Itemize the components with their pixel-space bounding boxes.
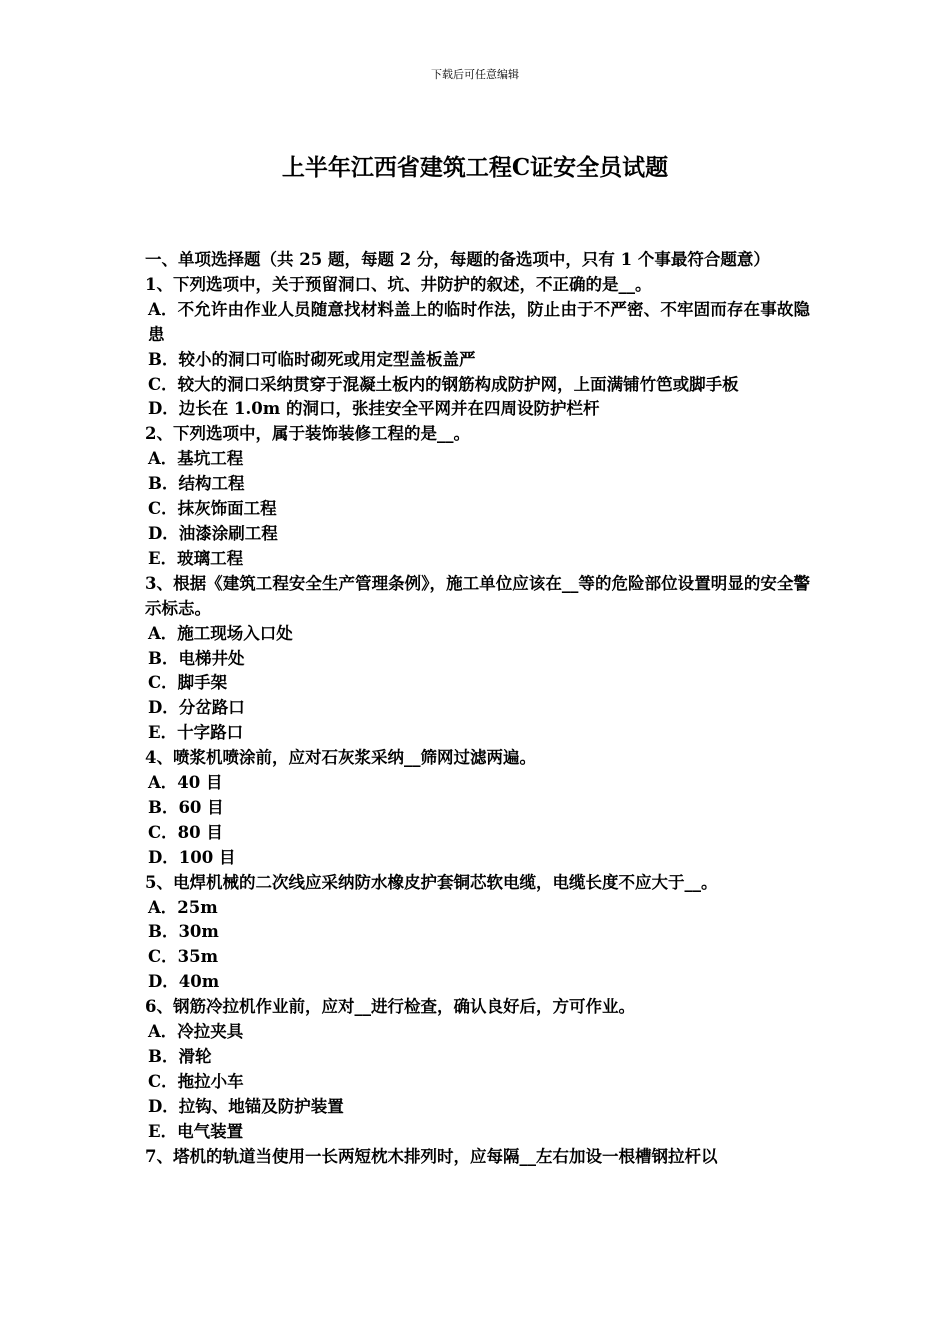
question-stem: 5、电焊机械的二次线应采纳防水橡皮护套铜芯软电缆，电缆长度不应大于__。 — [145, 872, 718, 892]
answer-option: E．电气装置 — [148, 1121, 244, 1141]
answer-option: E．玻璃工程 — [148, 548, 244, 568]
answer-option: B．30m — [148, 922, 219, 942]
question-stem: 3、根据《建筑工程安全生产管理条例》，施工单位应该在__等的危险部位设置明显的安全警示标志。 — [145, 573, 810, 618]
header-note: 下载后可任意编辑 — [431, 68, 519, 81]
answer-option: B．结构工程 — [148, 474, 245, 494]
question-stem: 7、塔机的轨道当使用一长两短枕木排列时，应每隔__左右加设一根槽钢拉杆以 — [145, 1146, 718, 1166]
question-stem: 6、钢筋冷拉机作业前，应对__进行检查，确认良好后，方可作业。 — [145, 997, 635, 1017]
answer-option: A．40 目 — [148, 773, 223, 793]
answer-option: A．25m — [148, 897, 218, 917]
question-stem: 1、下列选项中，关于预留洞口、坑、井防护的叙述，不正确的是__。 — [145, 274, 652, 294]
answer-option: A．冷拉夹具 — [148, 1022, 244, 1042]
answer-option: C．抹灰饰面工程 — [148, 499, 277, 519]
answer-option: D．油漆涂刷工程 — [148, 523, 278, 543]
answer-option: A．不允许由作业人员随意找材料盖上的临时作法，防止由于不严密、不牢固而存在事故隐患 — [148, 299, 810, 344]
document-title: 上半年江西省建筑工程C证安全员试题 — [281, 154, 669, 181]
answer-option: C．较大的洞口采纳贯穿于混凝土板内的钢筋构成防护网，上面满铺竹笆或脚手板 — [148, 374, 739, 394]
answer-option: C．80 目 — [148, 822, 223, 842]
answer-option: B．电梯井处 — [148, 648, 245, 668]
answer-option: B．60 目 — [148, 797, 224, 817]
answer-option: A．施工现场入口处 — [148, 623, 293, 643]
answer-option: C．脚手架 — [148, 673, 228, 693]
document-body — [145, 248, 810, 1170]
answer-option: E．十字路口 — [148, 723, 244, 743]
answer-option: B．较小的洞口可临时砌死或用定型盖板盖严 — [148, 349, 476, 369]
question-stem: 4、喷浆机喷涂前，应对石灰浆采纳__筛网过滤两遍。 — [145, 748, 536, 768]
answer-option: D．40m — [148, 972, 220, 992]
answer-option: A．基坑工程 — [148, 449, 244, 469]
answer-option: C．35m — [148, 947, 219, 967]
answer-option: D．拉钩、地锚及防护装置 — [148, 1096, 344, 1116]
answer-option: C．拖拉小车 — [148, 1071, 244, 1091]
answer-option: B．滑轮 — [148, 1047, 212, 1066]
answer-option: D．100 目 — [148, 847, 236, 867]
answer-option: D．分岔路口 — [148, 698, 245, 718]
question-stem: 2、下列选项中，属于装饰装修工程的是__。 — [145, 424, 470, 444]
answer-option: D．边长在 1.0m 的洞口，张挂安全平网并在四周设防护栏杆 — [148, 399, 600, 419]
section-heading: 一、单项选择题（共 25 题，每题 2 分，每题的备选项中，只有 1 个事最符合题意） — [145, 250, 770, 269]
